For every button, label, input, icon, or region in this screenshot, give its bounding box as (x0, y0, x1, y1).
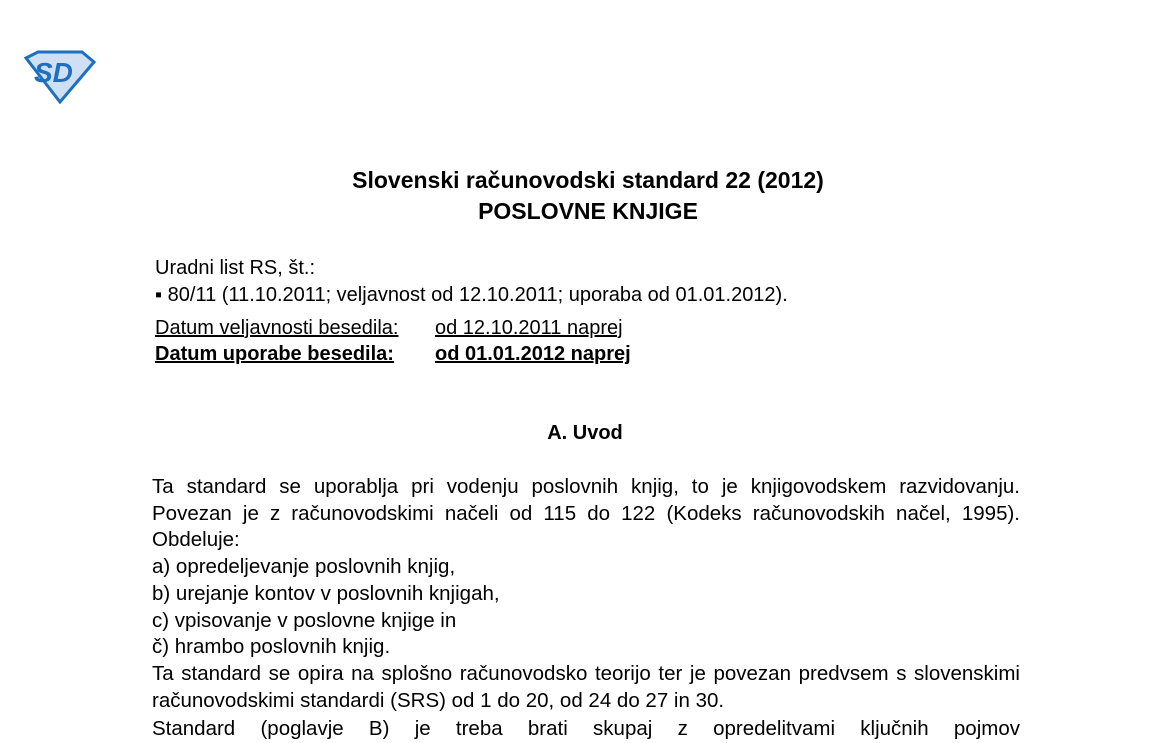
list-item: a) opredeljevanje poslovnih knjig, (152, 555, 456, 579)
validity-label: Datum veljavnosti besedila: (155, 317, 399, 339)
list-item: c) vpisovanje v poslovne knjige in (152, 608, 457, 632)
document-title: Slovenski računovodski standard 22 (2012) (352, 167, 824, 193)
gazette-label: Uradni list RS, št.: (155, 257, 316, 279)
gazette-entry-text: 80/11 (11.10.2011; veljavnost od 12.10.2011; uporaba od 01.01.2012). (167, 284, 788, 306)
paragraph-reading: Standard (poglavje B) je treba brati skupaj z opredelitvami ključnih pojmov (152, 717, 1020, 741)
paragraph-intro: Ta standard se uporablja pri vodenju poslovnih knjig, to je knjigovodskem razvidovanju. Povezan je z računovodskimi načeli od 115 do 122 (Kodeks računovodskih načel, 1995). Obdeluje: (152, 475, 1020, 552)
list-item: č) hrambo poslovnih knjig. (152, 635, 391, 659)
usage-value: od 01.01.2012 naprej (435, 343, 631, 365)
bullet-icon: ▪ (155, 284, 168, 306)
document-subtitle: POSLOVNE KNJIGE (478, 198, 698, 224)
paragraph-basis: Ta standard se opira na splošno računovodsko teorijo ter je povezan predvsem s slovenskimi računovodskimi standardi (SRS) od 1 do 20, od 24 do 27 in 30. (152, 661, 1020, 712)
gazette-entry (155, 282, 788, 308)
section-heading: A. Uvod (547, 422, 623, 444)
body-text (138, 474, 1020, 743)
usage-label: Datum uporabe besedila: (155, 343, 394, 365)
validity-value: od 12.10.2011 naprej (435, 317, 623, 339)
svg-text:SD: SD (34, 57, 73, 88)
list-item: b) urejanje kontov v poslovnih knjigah, (152, 581, 500, 605)
sd-logo-icon (22, 50, 96, 104)
